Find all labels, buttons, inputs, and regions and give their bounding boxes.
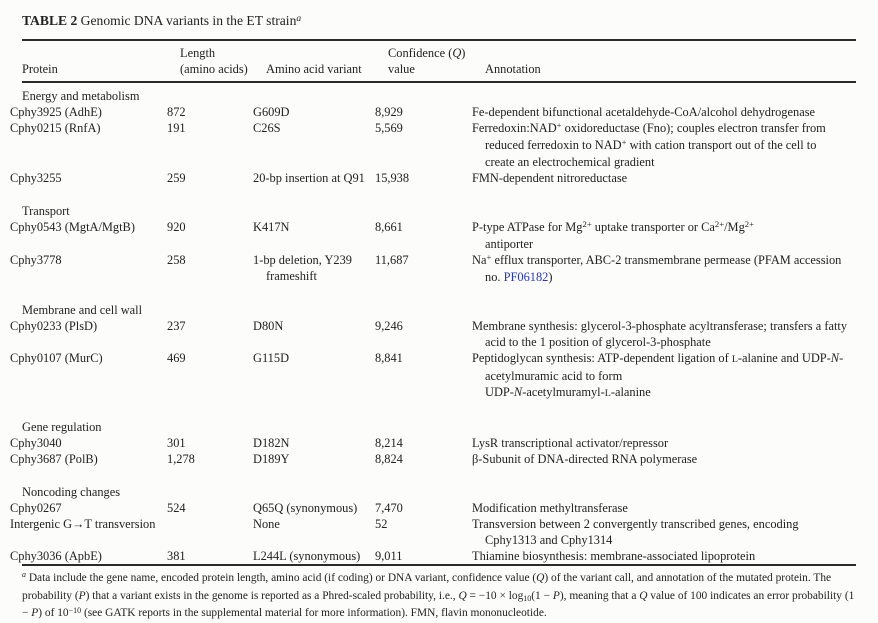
cell-length: 524 [167,501,186,515]
section-row [22,285,856,318]
section-row [22,186,856,219]
cell-length: 237 [167,319,186,333]
table-row [22,516,856,548]
table-header [22,41,856,82]
section-row [22,467,856,500]
text-segment: value of 100 indicates an error probability (1 − [22,589,855,620]
text-segment: 2+ [744,219,754,230]
text-segment: Q [458,589,467,602]
column-header-annotation: Annotation [485,41,856,82]
cell-protein: Cphy0215 (RnfA) [10,121,101,135]
cell-protein: Cphy0233 (PlsD) [10,319,98,333]
cell-annotation: Thiamine biosynthesis: membrane-associated lipoprotein [472,549,756,563]
cell-protein: Cphy0543 (MgtA/MgtB) [10,220,135,234]
text-segment: -acetylmuramyl- [522,385,605,399]
section-header: Transport [22,204,70,218]
table-row [22,435,856,451]
text-segment: a [22,570,26,580]
cell-annotation: Modification methyltransferase [472,501,628,515]
cell-confidence-value: 15,938 [375,171,410,185]
section-row [22,82,856,104]
text-segment: N [513,385,523,399]
text-segment: ) [461,46,466,60]
text-segment: oxidoreductase (Fno); couples electron transfer from reduced ferredoxin to NAD [485,121,826,152]
table-row [22,350,856,402]
cell-confidence-value: 11,687 [375,253,409,267]
table-body [10,82,856,564]
text-segment: P [78,589,86,602]
table-title-text: Genomic DNA variants in the ET strain [77,13,297,28]
cell-variant: 20-bp insertion at Q91 [253,171,365,185]
text-segment: -acetylmuramic acid to form [485,351,844,383]
cell-length: 920 [167,220,186,234]
cell-confidence-value: 8,661 [375,220,403,234]
text-segment: /Mg [724,220,745,234]
section-header: Noncoding changes [22,485,121,499]
text-segment: = −10 × log [466,589,524,602]
cell-protein: Cphy0107 (MurC) [10,351,103,365]
cell-confidence-value: 8,214 [375,436,403,450]
cell-length: 469 [167,351,186,365]
cell-confidence-value: 52 [375,517,388,531]
cell-annotation: LysR transcriptional activator/repressor [472,436,669,450]
table-row [22,548,856,564]
header-row [22,41,856,82]
cell-length: 381 [167,549,186,563]
cell-protein: Cphy3687 (PolB) [10,452,98,466]
text-segment: efflux transporter, ABC-2 transmembrane permease (PFAM accession no. [485,253,842,284]
section-header: Energy and metabolism [22,89,140,103]
cell-protein: Cphy3925 (AdhE) [10,105,102,119]
text-segment: Q [536,572,545,584]
text-segment: with cation transport out of the cell to create an electrochemical gradient [485,138,817,169]
column-header-variant: Amino acid variant [266,41,388,82]
cell-confidence-value: 7,470 [375,501,403,515]
text-segment: L [731,354,738,365]
section-row [22,402,856,435]
table-row [22,120,856,170]
cell-length: 191 [167,121,186,135]
text-segment: 10 [523,593,532,603]
text-segment: P-type ATPase for Mg [472,220,583,234]
table-row [22,170,856,186]
text-segment: Confidence ( [388,46,453,60]
cell-variant: D189Y [253,452,290,466]
table-row [22,318,856,350]
cell-length: 1,278 [167,452,195,466]
cell-protein: Cphy0267 [10,501,62,515]
text-segment: ) of 10 [38,607,69,620]
cell-protein: Cphy3036 (ApbE) [10,549,102,563]
cell-confidence-value: 8,824 [375,452,403,466]
text-segment: ) that a variant exists in the genome is reported as a Phred-scaled probability, i.e., [85,589,459,602]
text-segment: Q [452,46,462,60]
cell-annotation [472,252,856,285]
table-footnote [22,566,856,623]
cell-variant: D182N [253,436,290,450]
table-row [22,451,856,467]
text-segment: -alanine [610,385,651,399]
text-segment: antiporter [485,237,534,251]
text-segment: + [556,120,562,131]
text-segment: ) of the variant call, and annotation of the mutated protein. The probability ( [22,572,832,602]
cell-confidence-value: 5,569 [375,121,403,135]
text-segment: Data include the gene name, encoded protein length, amino acid (if coding) or DNA variant, confidence value ( [25,572,537,584]
footnote-marker: a [296,13,302,24]
section-header: Membrane and cell wall [22,303,143,317]
table-row [22,252,856,285]
text-segment: −10 [68,605,82,615]
cell-confidence-value: 9,011 [375,549,403,563]
text-segment: N [830,351,840,365]
text-segment: Ferredoxin:NAD [472,121,557,135]
cell-variant: G115D [253,351,290,365]
text-segment: + [621,137,627,148]
text-segment: uptake transporter or Ca [591,220,715,234]
table-number-label: TABLE 2 [22,13,78,28]
text-segment: Na [472,253,487,267]
cell-variant: K417N [253,220,290,234]
cell-length: 259 [167,171,186,185]
cell-annotation: β-Subunit of DNA-directed RNA polymerase [472,452,698,466]
cell-annotation: Fe-dependent bifunctional acetaldehyde-CoA/alcohol dehydrogenase [472,105,816,119]
text-segment: 2+ [714,219,725,230]
text-segment: Q [639,589,648,602]
cell-annotation [472,120,856,170]
text-segment: Peptidoglycan synthesis: ATP-dependent ligation of [472,351,732,365]
cell-annotation [472,219,856,252]
cell-annotation: FMN-dependent nitroreductase [472,171,628,185]
table-row [22,104,856,120]
section-header: Gene regulation [22,420,102,434]
pfam-accession-link[interactable]: PF06182 [503,270,549,284]
text-segment: -alanine and UDP- [737,351,831,365]
cell-protein: Cphy3040 [10,436,62,450]
text-segment: UDP- [485,385,514,399]
cell-variant: D80N [253,319,284,333]
cell-variant: G609D [253,105,290,119]
cell-confidence-value: 8,841 [375,351,403,365]
text-segment: (see GATK reports in the supplemental material for more information). FMN, flavin mononucleotide. [81,607,547,620]
cell-variant: C26S [253,121,281,135]
text-segment: P [552,589,560,602]
table-row [22,219,856,252]
cell-confidence-value: 9,246 [375,319,403,333]
text-segment: (1 − [531,589,553,602]
cell-length: 301 [167,436,186,450]
text-segment: ), meaning that a [559,589,640,602]
cell-annotation [472,350,856,402]
cell-protein: Cphy3778 [10,253,62,267]
text-segment: + [486,252,492,263]
column-header-confidence: Confidence (Q) value [388,41,485,82]
cell-variant: L244L (synonymous) [253,549,361,563]
cell-variant: 1-bp deletion, Y239 frameshift [253,253,352,283]
cell-annotation: Membrane synthesis: glycerol-3-phosphate acyltransferase; transfers a fatty acid to the 1 position of glycerol-3-phosphate [472,319,848,349]
cell-protein: Cphy3255 [10,171,62,185]
text-segment: ) [548,270,553,284]
table-row [22,500,856,516]
cell-protein: Intergenic G→T transversion [10,517,156,531]
cell-confidence-value: 8,929 [375,105,403,119]
cell-length: 258 [167,253,186,267]
cell-variant: Q65Q (synonymous) [253,501,358,515]
text-segment: 2+ [582,219,592,230]
cell-annotation: Transversion between 2 convergently transcribed genes, encoding Cphy1313 and Cphy1314 [472,517,799,547]
cell-variant: None [253,517,280,531]
text-segment: L [604,388,611,399]
column-header-length: Length (amino acids) [180,41,266,82]
text-segment: P [31,607,39,620]
cell-length: 872 [167,105,186,119]
column-header-protein: Protein [22,41,180,82]
table-title [22,12,856,32]
genomic-variants-table [10,41,856,564]
